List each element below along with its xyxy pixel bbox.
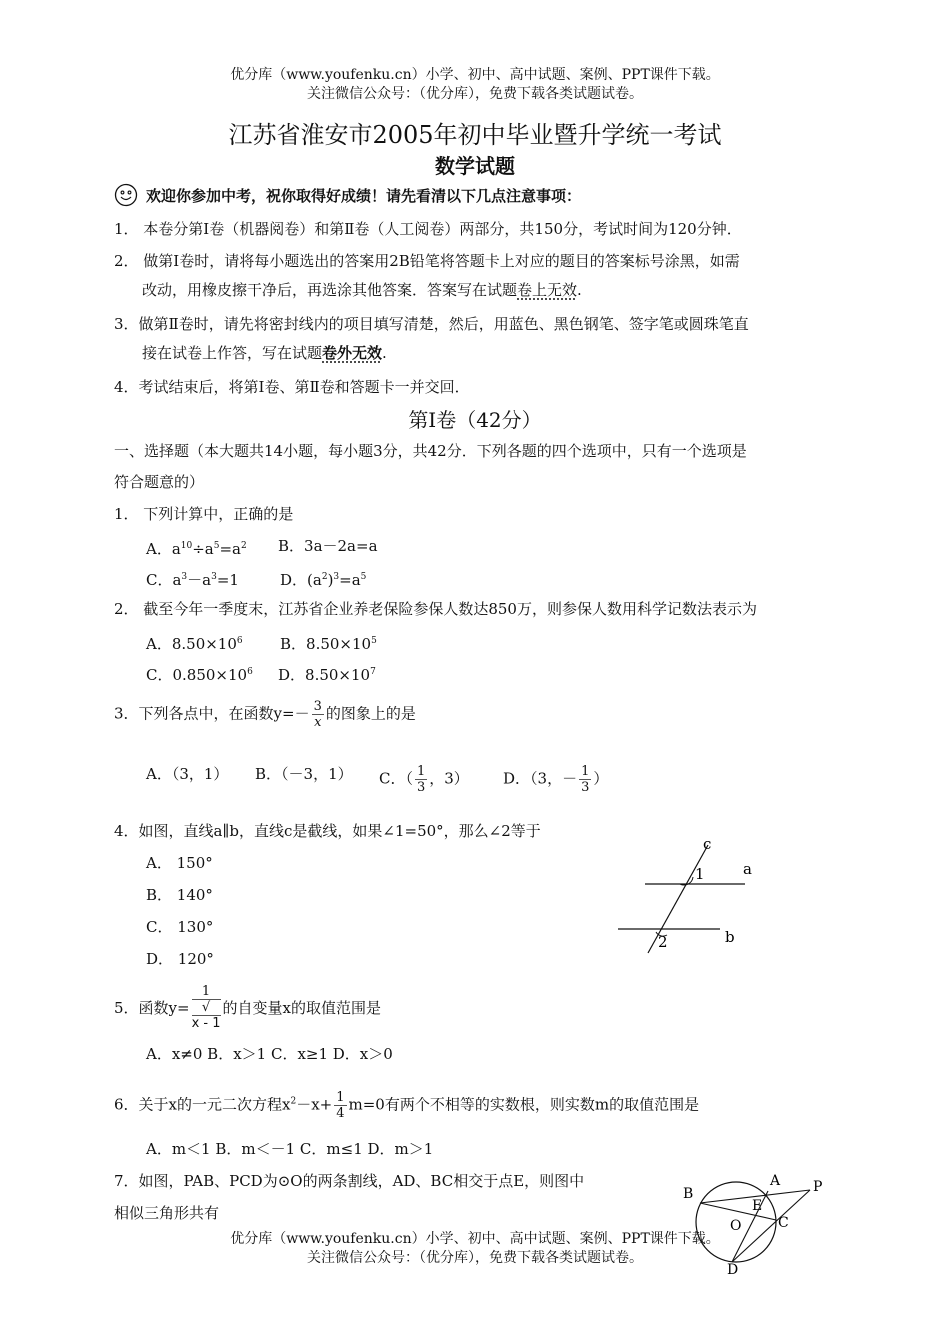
header-line-1: 优分库（www.youfenku.cn）小学、初中、高中试题、案例、PPT课件下载。: [230, 67, 720, 83]
question-4-option-a: A． 150°: [146, 854, 213, 872]
question-1-option-c: C．$a^3-a^3=1$: [146, 571, 239, 589]
label-c: C: [778, 1215, 789, 1231]
note-3-line-1: 3．做第Ⅱ卷时，请先将密封线内的项目填写清楚，然后，用蓝色、黑色钢笔、签字笔或圆珠笔直: [114, 315, 749, 333]
emphasis-text: 卷上无效: [517, 281, 578, 299]
label-e: E: [752, 1198, 763, 1214]
label-p: P: [813, 1179, 823, 1195]
line-c: [648, 845, 708, 953]
question-5-options: A．x≠0 B．x＞1 C．x≥1 D．x＞0: [146, 1045, 393, 1063]
footer-line-2: 关注微信公众号：（优分库），免费下载各类试题试卷。: [307, 1250, 643, 1266]
question-5-stem: 5．函数y= 1 √ x - 1 的自变量x的取值范围是: [114, 984, 381, 1031]
note-4: 4．考试结束后，将第Ⅰ卷、第Ⅱ卷和答题卡一并交回．: [114, 378, 470, 396]
note-2-line-2: 改动，用橡皮擦干净后，再选涂其他答案．答案写在试题卷上无效.: [142, 281, 582, 299]
question-2-stem: 2． 截至今年一季度末，江苏省企业养老保险参保人数达850万，则参保人数用科学记数法表示为: [114, 600, 757, 618]
question-3-option-a: A．（3，1）: [146, 765, 229, 783]
note-2-line-1: 2． 做第Ⅰ卷时，请将每小题选出的答案用2B铅笔将答题卡上对应的题目的答案标号涂黑，如需: [114, 252, 740, 270]
label-a: A: [770, 1173, 781, 1189]
question-2-option-d: D．$8.50\times 10^7$: [278, 666, 376, 684]
label-b: B: [683, 1186, 694, 1202]
question-4-option-c: C． 130°: [146, 918, 214, 936]
question-3-option-d: D．（3，－ $\frac{1}{3}$ ）: [503, 764, 609, 795]
header-line-2: 关注微信公众号：（优分库），免费下载各类试题试卷。: [307, 86, 643, 102]
question-6-options: A．m＜1 B．m＜－1 C．m≤1 D．m＞1: [146, 1140, 434, 1158]
question-7-line-2: 相似三角形共有: [114, 1204, 220, 1222]
question-2-option-a: A．$8.50\times 10^6$: [146, 635, 243, 653]
exam-subtitle: 数学试题: [435, 154, 515, 178]
question-4-option-d: D． 120°: [146, 950, 214, 968]
question-4-option-b: B． 140°: [146, 886, 213, 904]
question-1-option-d: D．$(a^2)^3=a^5$: [280, 571, 367, 589]
question-1-stem: 1． 下列计算中，正确的是: [114, 505, 294, 523]
question-2-option-b: B．$8.50\times 10^5$: [280, 635, 377, 653]
question-4-stem: 4．如图，直线a∥b，直线c是截线，如果∠1=50°，那么∠2等于: [114, 822, 541, 840]
note-3-line-2: 接在试卷上作答，写在试题卷外无效.: [142, 344, 387, 362]
welcome-notice: 欢迎你参加中考，祝你取得好成绩！请先看清以下几点注意事项：: [146, 187, 582, 205]
label-d: D: [727, 1262, 739, 1278]
label-angle-2: 2: [658, 933, 668, 951]
section-1-line-1: 一、选择题（本大题共14小题，每小题3分，共42分．下列各题的四个选项中，只有一个选项是: [114, 442, 747, 460]
fraction: $\frac{1}{4}$: [336, 1090, 345, 1121]
section-1-line-2: 符合题意的）: [114, 473, 205, 491]
note-1: 1． 本卷分第Ⅰ卷（机器阅卷）和第Ⅱ卷（人工阅卷）两部分，共150分，考试时间为120分钟．: [114, 220, 742, 238]
part-1-title: 第Ⅰ卷（42分）: [408, 408, 542, 432]
fraction: 1 √ x - 1: [191, 984, 221, 1031]
question-3-stem: 3．下列各点中，在函数y=－ $\frac{3}{x}$ 的图象上的是: [114, 699, 416, 730]
question-3-option-b: B．（－3，1）: [255, 765, 353, 783]
smiley-icon: [114, 183, 138, 211]
fraction: $\frac{3}{x}$: [313, 699, 322, 730]
label-o: O: [730, 1218, 742, 1234]
question-6-stem: 6．关于x的一元二次方程$x^2-x+$ $\frac{1}{4}$ m=0有两个不相等的实数根，则实数m的取值范围是: [114, 1090, 700, 1121]
label-c: c: [703, 835, 712, 853]
parallel-lines-figure: [610, 835, 780, 955]
label-b: b: [725, 928, 735, 946]
emphasis-text: 卷外无效: [322, 344, 383, 362]
question-3-option-c: C．（ $\frac{1}{3}$ ，3）: [379, 764, 469, 795]
question-2-option-c: C．$0.850\times 10^6$: [146, 666, 253, 684]
question-1-option-a: A．$a^{10}\div a^5=a^2$: [146, 540, 247, 558]
label-angle-1: 1: [695, 865, 705, 883]
question-7-line-1: 7．如图，PAB、PCD为⊙O的两条割线，AD、BC相交于点E，则图中: [114, 1172, 585, 1190]
question-1-option-b: B．3a－2a=a: [278, 537, 378, 555]
label-a: a: [743, 860, 752, 878]
exam-title: 江苏省淮安市2005年初中毕业暨升学统一考试: [228, 121, 722, 149]
footer-line-1: 优分库（www.youfenku.cn）小学、初中、高中试题、案例、PPT课件下载。: [230, 1231, 720, 1247]
